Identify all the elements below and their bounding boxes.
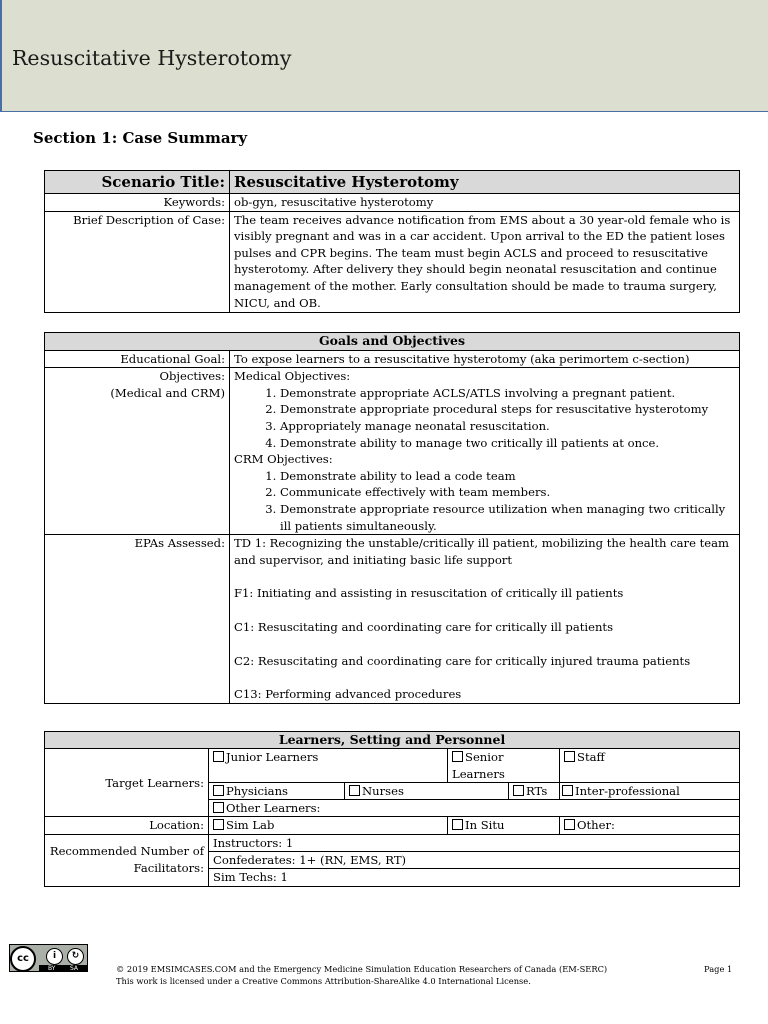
scenario-title-label: Scenario Title: xyxy=(45,171,230,194)
objectives-label-cell xyxy=(45,368,230,535)
goals-header: Goals and Objectives xyxy=(45,333,740,351)
other-learners-option[interactable] xyxy=(209,800,740,817)
option-label: Inter-professional xyxy=(575,783,680,798)
case-summary-table xyxy=(44,170,740,313)
checkbox[interactable] xyxy=(564,751,575,762)
option-label: Junior Learners xyxy=(226,750,319,765)
sa-label: SA xyxy=(70,965,79,972)
footer-text xyxy=(116,964,607,987)
share-alike-icon: ↻ xyxy=(67,948,84,965)
option-label: Nurses xyxy=(362,783,404,798)
list-item: 2. Demonstrate appropriate procedural steps for resuscitative hysterotomy xyxy=(280,401,735,418)
checkbox[interactable] xyxy=(562,785,573,796)
description-row xyxy=(45,211,740,313)
confederates-value: Confederates: 1+ (RN, EMS, RT) xyxy=(209,852,740,869)
list-item: 1. Demonstrate ability to lead a code team xyxy=(280,468,735,485)
epas-value xyxy=(230,535,740,704)
option-label: Sim Lab xyxy=(226,818,275,833)
list-item: 4. Demonstrate ability to manage two critically ill patients at once. xyxy=(280,435,735,452)
educational-goal-label: Educational Goal: xyxy=(45,350,230,368)
copyright-text: © 2019 EMSIMCASES.COM and the Emergency Medicine Simulation Education Researchers of Canada (EM-SERC) xyxy=(116,964,608,974)
scenario-title-row xyxy=(45,171,740,194)
header-band xyxy=(0,0,768,112)
in-situ-option[interactable] xyxy=(448,817,560,834)
epa-item: C13: Performing advanced procedures xyxy=(234,687,462,702)
attribution-icon: i xyxy=(46,948,63,965)
scenario-title-value: Resuscitative Hysterotomy xyxy=(230,171,740,194)
educational-goal-value: To expose learners to a resuscitative hysterotomy (aka perimortem c-section) xyxy=(230,350,740,368)
option-label: Senior Learners xyxy=(452,750,505,781)
description-value: The team receives advance notification from EMS about a 30 year-old female who is visibly pregnant and was in a car accident. Upon arrival to the ED the patient loses pulses and CPR begins. The team must begin ACLS and proceed to resuscitative hysterotomy. After delivery they should begin neonatal resuscitation and continue management of the mother. Early consultation should be made to trauma surgery, NICU, and OB. xyxy=(230,211,740,313)
description-label: Brief Description of Case: xyxy=(45,211,230,313)
epa-item: C1: Resuscitating and coordinating care for critically ill patients xyxy=(234,619,614,634)
keywords-value: ob-gyn, resuscitative hysterotomy xyxy=(230,194,740,212)
interprofessional-option[interactable] xyxy=(560,782,740,799)
nurses-option[interactable] xyxy=(345,782,509,799)
checkbox[interactable] xyxy=(452,819,463,830)
epa-item: TD 1: Recognizing the unstable/critically ill patient, mobilizing the health care team and supervisor, and initiating basic life support xyxy=(234,536,730,567)
target-learners-label: Target Learners: xyxy=(45,749,209,817)
checkbox[interactable] xyxy=(452,751,463,762)
objectives-label: Objectives: xyxy=(159,369,225,384)
senior-learners-option[interactable] xyxy=(448,749,560,783)
sim-techs-value: Sim Techs: 1 xyxy=(209,869,740,886)
list-item: 3. Appropriately manage neonatal resuscitation. xyxy=(280,418,735,435)
objectives-sublabel: (Medical and CRM) xyxy=(110,385,225,400)
medical-objectives-heading: Medical Objectives: xyxy=(234,369,351,384)
checkbox[interactable] xyxy=(213,785,224,796)
list-item: 3. Demonstrate appropriate resource utilization when managing two critically ill patients simultaneously. xyxy=(280,501,735,534)
staff-option[interactable] xyxy=(560,749,740,783)
checkbox[interactable] xyxy=(213,819,224,830)
instructors-value: Instructors: 1 xyxy=(209,834,740,851)
instructors-row xyxy=(45,834,740,851)
objectives-value xyxy=(230,368,740,535)
other-location-option[interactable] xyxy=(560,817,740,834)
junior-learners-option[interactable] xyxy=(209,749,448,783)
checkbox[interactable] xyxy=(349,785,360,796)
epa-item: F1: Initiating and assisting in resuscitation of critically ill patients xyxy=(234,586,624,601)
checkbox[interactable] xyxy=(513,785,524,796)
checkbox[interactable] xyxy=(213,802,224,813)
option-label: Staff xyxy=(577,750,605,765)
learners-table xyxy=(44,731,740,887)
cc-icon: cc xyxy=(10,946,36,972)
crm-objectives-heading: CRM Objectives: xyxy=(234,452,333,467)
educational-goal-row xyxy=(45,350,740,368)
location-label: Location: xyxy=(45,817,209,834)
keywords-row xyxy=(45,194,740,212)
crm-objectives-list xyxy=(234,468,735,534)
epas-row xyxy=(45,535,740,704)
cc-license-strip xyxy=(39,965,87,972)
epas-label: EPAs Assessed: xyxy=(45,535,230,704)
option-label: RTs xyxy=(526,783,548,798)
learners-header-row xyxy=(45,732,740,749)
document-title: Resuscitative Hysterotomy xyxy=(12,46,292,70)
by-label: BY xyxy=(48,965,56,972)
page-footer xyxy=(0,940,768,990)
keywords-label: Keywords: xyxy=(45,194,230,212)
goals-header-row xyxy=(45,333,740,351)
sim-lab-option[interactable] xyxy=(209,817,448,834)
medical-objectives-list xyxy=(234,385,735,451)
section-heading: Section 1: Case Summary xyxy=(33,129,248,147)
location-row xyxy=(45,817,740,834)
goals-table xyxy=(44,332,740,704)
option-label: Physicians xyxy=(226,783,289,798)
list-item: 2. Communicate effectively with team members. xyxy=(280,484,735,501)
rts-option[interactable] xyxy=(509,782,560,799)
facilitators-label: Recommended Number of Facilitators: xyxy=(45,834,209,886)
epa-item: C2: Resuscitating and coordinating care for critically injured trauma patients xyxy=(234,653,691,668)
list-item: 1. Demonstrate appropriate ACLS/ATLS involving a pregnant patient. xyxy=(280,385,735,402)
physicians-option[interactable] xyxy=(209,782,345,799)
checkbox[interactable] xyxy=(213,751,224,762)
target-learners-row-1 xyxy=(45,749,740,783)
creative-commons-logo[interactable] xyxy=(9,944,88,972)
checkbox[interactable] xyxy=(564,819,575,830)
page-number: Page 1 xyxy=(704,964,733,974)
learners-header: Learners, Setting and Personnel xyxy=(45,732,740,749)
license-text: This work is licensed under a Creative Commons Attribution-ShareAlike 4.0 International License. xyxy=(116,975,531,986)
option-label: In Situ xyxy=(465,818,505,833)
objectives-row xyxy=(45,368,740,535)
option-label: Other Learners: xyxy=(226,801,321,816)
option-label: Other: xyxy=(577,818,615,833)
